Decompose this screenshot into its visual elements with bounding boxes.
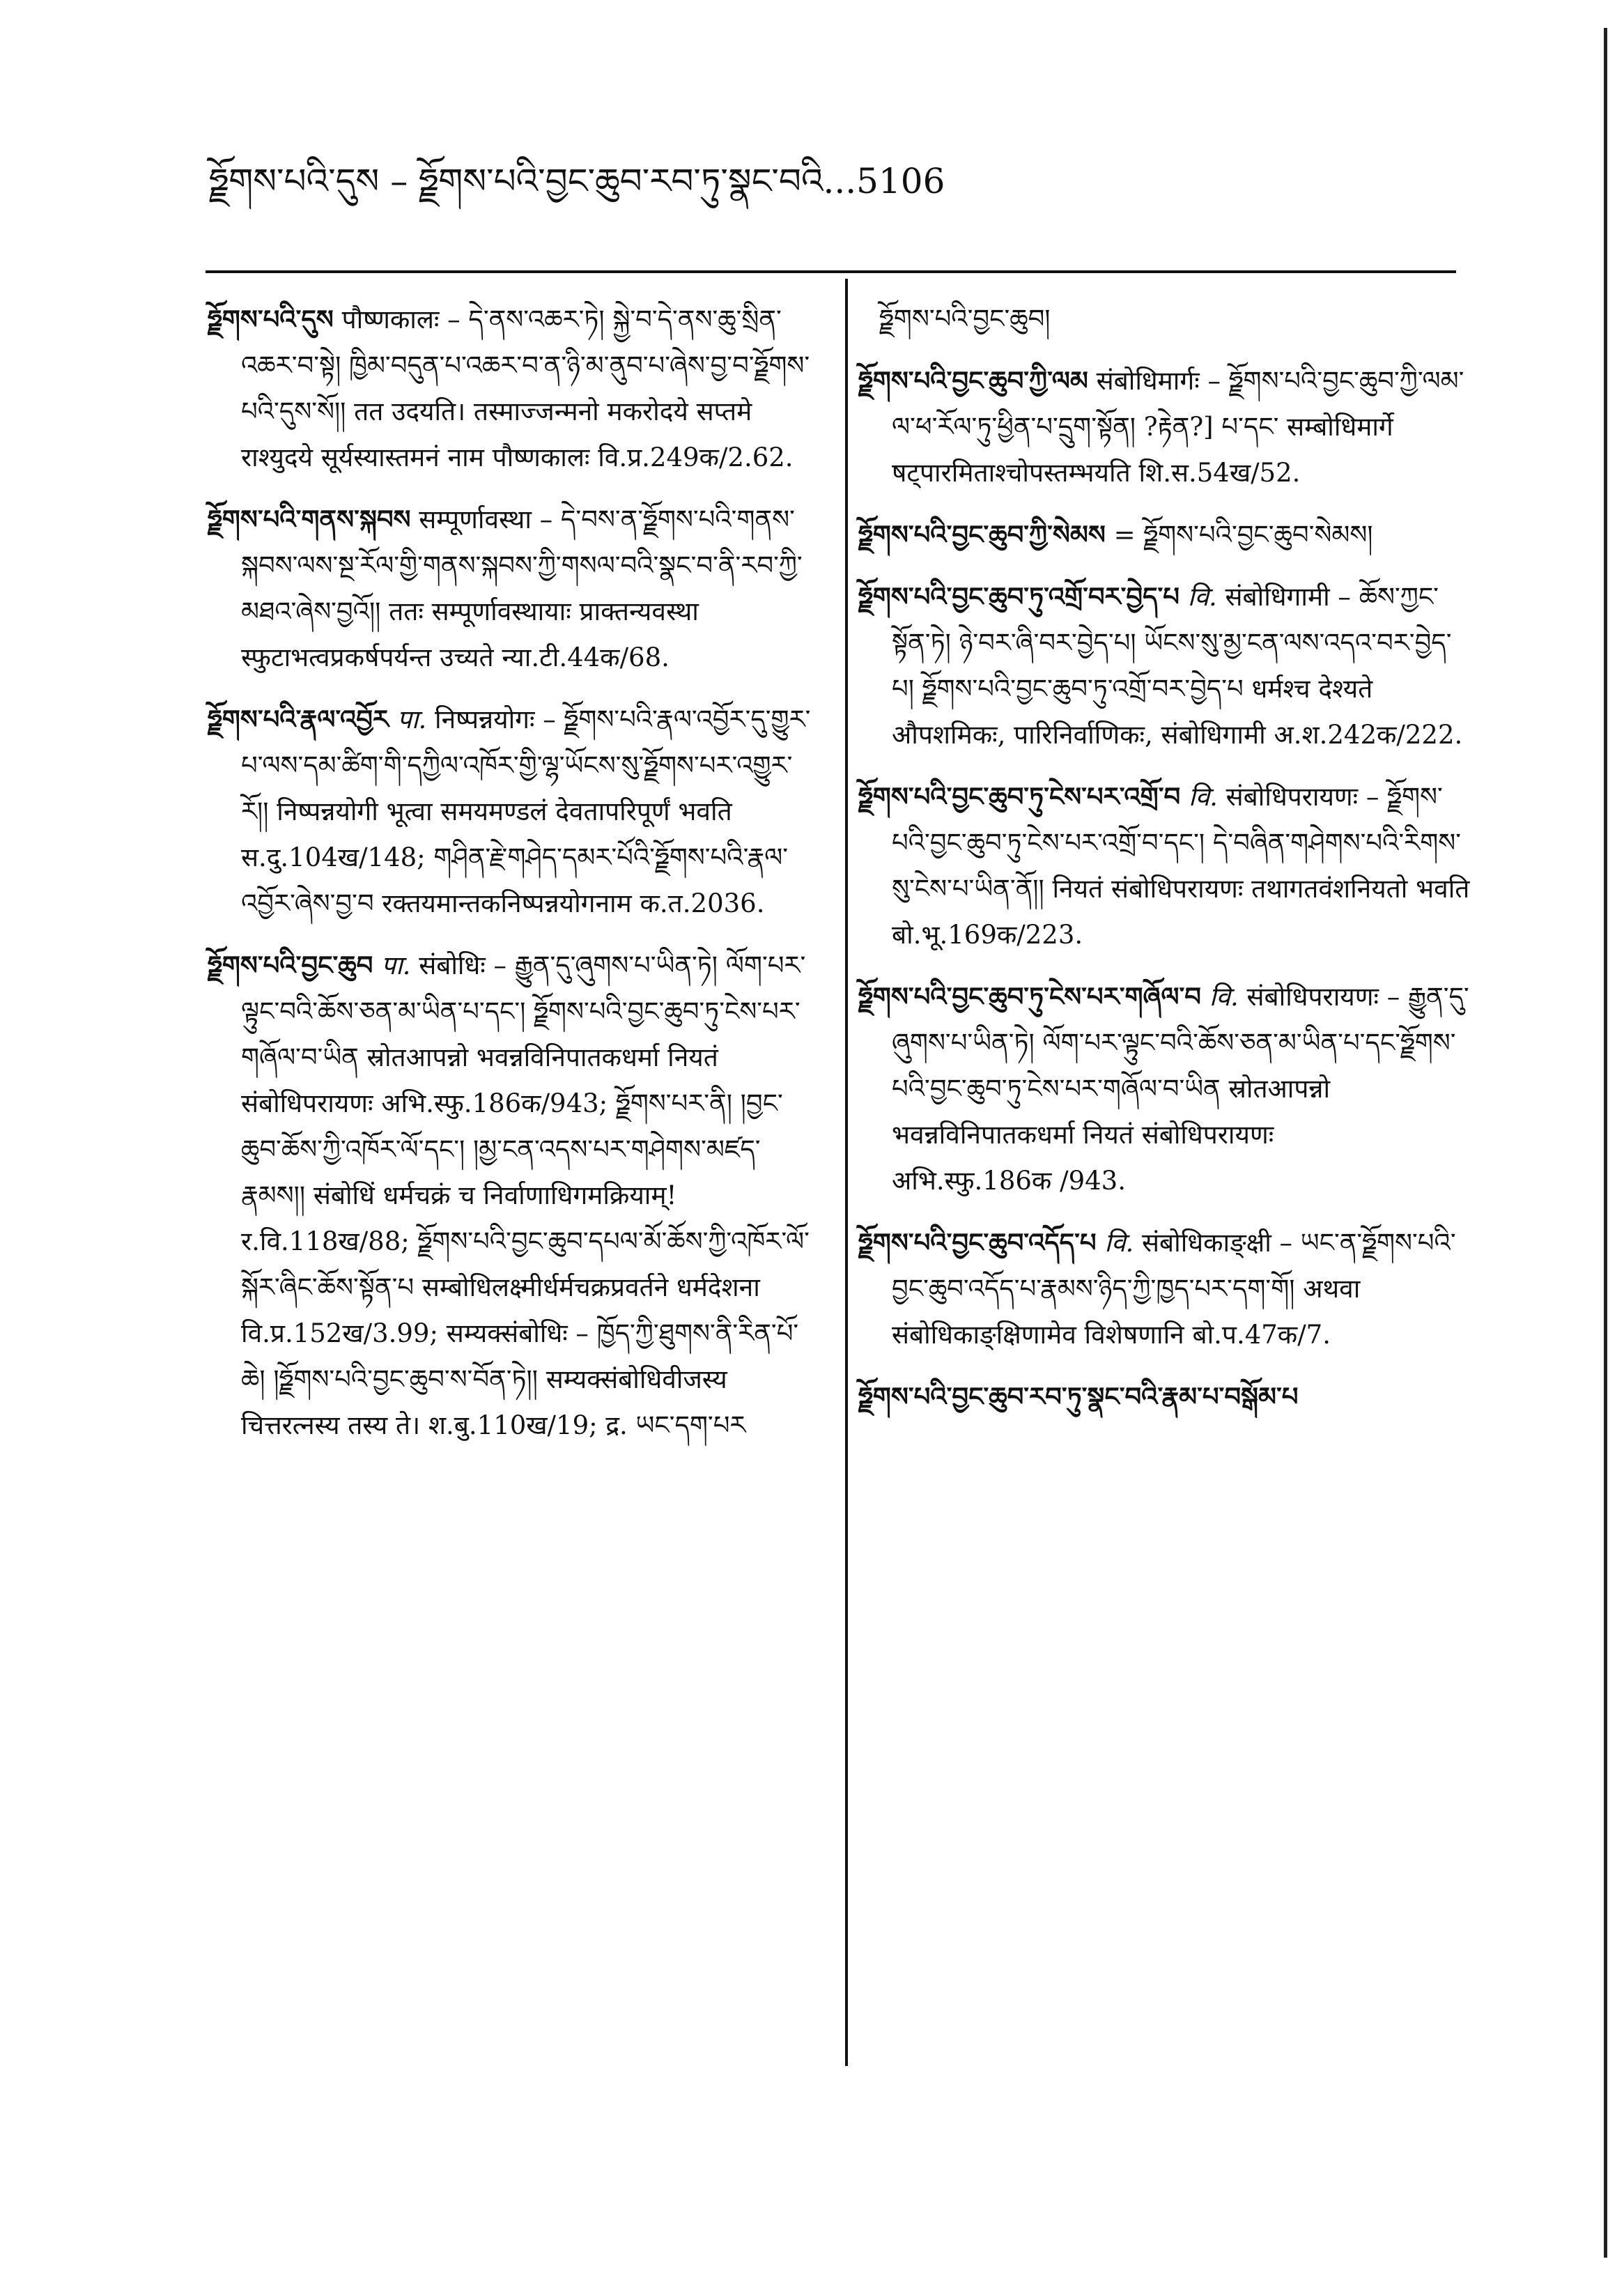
entry-headword: ཧྗོགས་པའི་བྱང་ཆུབ་ཏུ་འགྲོ་བར་བྱེད་པ <box>858 581 1180 612</box>
entry-grammar: वि. <box>1104 1228 1134 1258</box>
dictionary-entry <box>858 973 1471 1204</box>
dictionary-entry <box>858 773 1471 958</box>
header-rule <box>206 270 1456 273</box>
entry-headword: ཧྗོགས་པའི་བྱང་ཆུབ <box>208 950 373 980</box>
dictionary-entry <box>208 696 817 927</box>
entry-grammar: वि. <box>1209 982 1239 1012</box>
entry-reference: वि.प्र.249क/2.62. <box>598 442 794 472</box>
entry-reference: बो.प.47क/7. <box>1192 1320 1331 1350</box>
entry-reference: बो.भू.169क/223. <box>892 920 1083 950</box>
entry-headword: ཧྗོགས་པའི་བྱང་ཆུབ་འདོད་པ <box>858 1227 1097 1258</box>
entry-body: संबोधिपरायणः – ཧྗོགས་པའི་བྱང་ཆུབ་ཏུ་ངེས་པར་འགྲོ་བ་དང་། དེ་བཞིན་གཤེགས་པའི་རིགས་སུ་ངེས་པ་ཡིན་ནོ།། नियतं संबोधिपरायणः तथागतवंशनियतो भवति <box>892 782 1470 904</box>
entry-reference: न्या.टी.44क/68. <box>502 642 670 672</box>
entry-body: निष्पन्नयोगः – ཧྗོགས་པའི་རྣལ་འབྱོར་དུ་གྱུར་པ་ལས་དམ་ཚིག་གི་དཀྱིལ་འཁོར་གྱི་ལྷ་ཡོངས་སུ་ཧྗོགས་པར་འགྱུར་རོ།། निष्पन्नयोगी भूत्वा समयमण्डलं देवतापरिपूर्णं भवति स.दु.104ख/148; གཤིན་རྗེ་གཤེད་དམར་པོའི་ཧྗོགས་པའི་རྣལ་འབྱོར་ཞེས་བྱ་བ रक्तयमान्तकनिष्पन्नयोगनाम <box>241 704 811 918</box>
entry-reference: अभि.स्फु.186क /943. <box>892 1166 1126 1196</box>
dictionary-entry <box>858 1219 1471 1358</box>
entry-body: संबोधिगामी – ཆོས་ཀྱང་སྟོན་ཏེ། ཉེ་བར་ཞི་བར་བྱེད་པ། ཡོངས་སུ་མྱ་ངན་ལས་འདའ་བར་བྱེད་པ། ཧྗོགས་པའི་བྱང་ཆུབ་ཏུ་འགྲོ་བར་བྱེད་པ धर्मश्च देश्यते औपशमिकः, पारिनिर्वाणिकः, संबोधिगामी <box>892 582 1452 750</box>
entry-body: = ཧྗོགས་པའི་བྱང་ཆུབ་སེམས། <box>1113 520 1373 550</box>
dictionary-entry <box>858 573 1471 758</box>
entry-reference: शि.स.54ख/52. <box>1138 458 1301 488</box>
entry-headword: ཧྗོགས་པའི་རྣལ་འབྱོར <box>208 704 389 734</box>
entry-grammar: वि. <box>1187 582 1217 612</box>
entry-body: संबोधिपरायणः – རྒྱུན་དུ་ཞུགས་པ་ཡིན་ཏེ། ལོག་པར་ལྟུང་བའི་ཆོས་ཅན་མ་ཡིན་པ་དང་ཧྗོགས་པའི་བྱང་ཆུབ་ཏུ་ངེས་པར་གཞོལ་བ་ཡིན स्रोतआपन्नो भवन्नविनिपातकधर्मा नियतं संबोधिपरायणः <box>892 982 1469 1150</box>
entry-grammar: पा. <box>381 950 411 980</box>
entry-headword: ཧྗོགས་པའི་བྱང་ཆུབ་ཀྱི་ལམ <box>858 365 1088 396</box>
entry-reference: क.त.2036. <box>640 888 765 918</box>
entry-headword: ཧྗོགས་པའི་བྱང་ཆུབ་ཏུ་ངེས་པར་གཞོལ་བ <box>858 981 1202 1012</box>
right-column <box>858 296 1471 1435</box>
dictionary-entry <box>208 296 817 481</box>
entry-headword: ཧྗོགས་པའི་བྱང་ཆུབ་ཏུ་ངེས་པར་འགྲོ་བ <box>858 781 1181 812</box>
running-header: ཧྗོགས་པའི་དུས – ཧྗོགས་པའི་བྱང་ཆུབ་རབ་ཏུ་སྣང་བའི...5106 <box>209 161 945 201</box>
dictionary-entry <box>858 511 1471 558</box>
entry-body: संबोधिकाङ्क्षी – ཡང་ན་ཧྗོགས་པའི་བྱང་ཆུབ་འདོད་པ་རྣམས་ཉིད་ཀྱི་ཁྱད་པར་དག་གོ། अथवा संबोधिकाङ्क्षिणामेव विशेषणानि <box>892 1228 1456 1350</box>
left-column <box>208 296 817 1464</box>
entry-headword: ཧྗོགས་པའི་གནས་སྐབས <box>208 504 411 534</box>
entry-grammar: पा. <box>396 704 427 734</box>
entry-continuation <box>879 296 1471 342</box>
entry-body: संबोधिमार्गः – ཧྗོགས་པའི་བྱང་ཆུབ་ཀྱི་ལམ་ལ་ཕ་རོལ་ཏུ་ཕྱིན་པ་དྲུག་སྟོན། ?རྟེན?] པ་དང་ सम्बोधिमार्गे षट्पारमिताश्चोपस्तम्भयति <box>892 366 1464 488</box>
dictionary-entry <box>208 942 817 1449</box>
column-divider <box>845 279 848 2066</box>
dictionary-entry <box>858 1373 1471 1420</box>
page-edge-line <box>1604 28 1607 2258</box>
entry-headword: ཧྗོགས་པའི་དུས <box>208 304 334 334</box>
entry-headword: ཧྗོགས་པའི་བྱང་ཆུབ་རབ་ཏུ་སྣང་བའི་རྣམ་པ་བསྒོམ་པ <box>858 1381 1299 1412</box>
entry-reference: अ.श.242क/222. <box>1274 720 1463 750</box>
entry-grammar: वि. <box>1188 782 1218 812</box>
dictionary-entry <box>208 496 817 681</box>
dictionary-entry <box>858 357 1471 496</box>
entry-headword: ཧྗོགས་པའི་བྱང་ཆུབ་ཀྱི་སེམས <box>858 519 1106 550</box>
entry-body: ཧྗོགས་པའི་བྱང་ཆུབ། <box>879 304 1051 334</box>
entry-body: सम्पूर्णावस्था – དེ་བས་ན་ཧྗོགས་པའི་གནས་སྐབས་ལས་སྔ་རོལ་གྱི་གནས་སྐབས་ཀྱི་གསལ་བའི་སྣང་བ་ནི་རབ་ཀྱི་མཐའ་ཞེས་བྱའོ།། ततः सम्पूर्णावस्थायाः प्राक्तन्यवस्था स्फुटाभत्वप्रकर्षपर्यन्त उच्यते <box>241 504 803 672</box>
entry-body: पौष्णकालः – དེ་ནས་འཆར་ཏེ། སྐྱེ་བ་དེ་ནས་ཆུ་སྲིན་འཆར་བ་སྟེ། ཁྱིམ་བདུན་པ་འཆར་བ་ན་ཉི་མ་ནུབ་པ་ཞེས་བྱ་བ་ཧྗོགས་པའི་དུས་སོ།། तत उदयति। तस्माज्जन्मनो मकरोदये सप्तमे राश्युदये सूर्यस्यास्तमनं नाम पौष्णकालः <box>241 305 810 472</box>
entry-body: संबोधिः – རྒྱུན་དུ་ཞུགས་པ་ཡིན་ཏེ། ལོག་པར་ལྟུང་བའི་ཆོས་ཅན་མ་ཡིན་པ་དང་། ཧྗོགས་པའི་བྱང་ཆུབ་ཏུ་ངེས་པར་གཞོལ་བ་ཡིན स्रोतआपन्नो भवन्नविनिपातकधर्मा नियतं संबोधिपरायणः अभि.स्फु.186क/943; ཧྗོགས་པར་ནི། །བྱང་ཆུབ་ཆོས་ཀྱི་འཁོར་ལོ་དང་། །མྱ་ངན་འདས་པར་གཤེགས་མཛད་རྣམས།། संबोधिं धर्मचक्रं च निर्वाणाधिगमक्रियाम्! र.वि.118ख/88; ཧྗོགས་པའི་བྱང་ཆུབ་དཔལ་མོ་ཆོས་ཀྱི་འཁོར་ལོ་སྐོར་ཞིང་ཆོས་སྟོན་པ सम्बोधिलक्ष्मीर्धर्मचक्रप्रवर्तने धर्मदेशना वि.प्र.152ख/3.99; सम्यक्संबोधिः – ཁྱོད་ཀྱི་ཐུགས་ནི་རིན་པོ་ཆེ། །ཧྗོགས་པའི་བྱང་ཆུབ་ས་བོན་ཏེ།། सम्यक्संबोधिवीजस्य चित्तरत्नस्य तस्य ते। श.बु.110ख/19; द्र. ཡང་དག་པར <box>241 950 810 1440</box>
